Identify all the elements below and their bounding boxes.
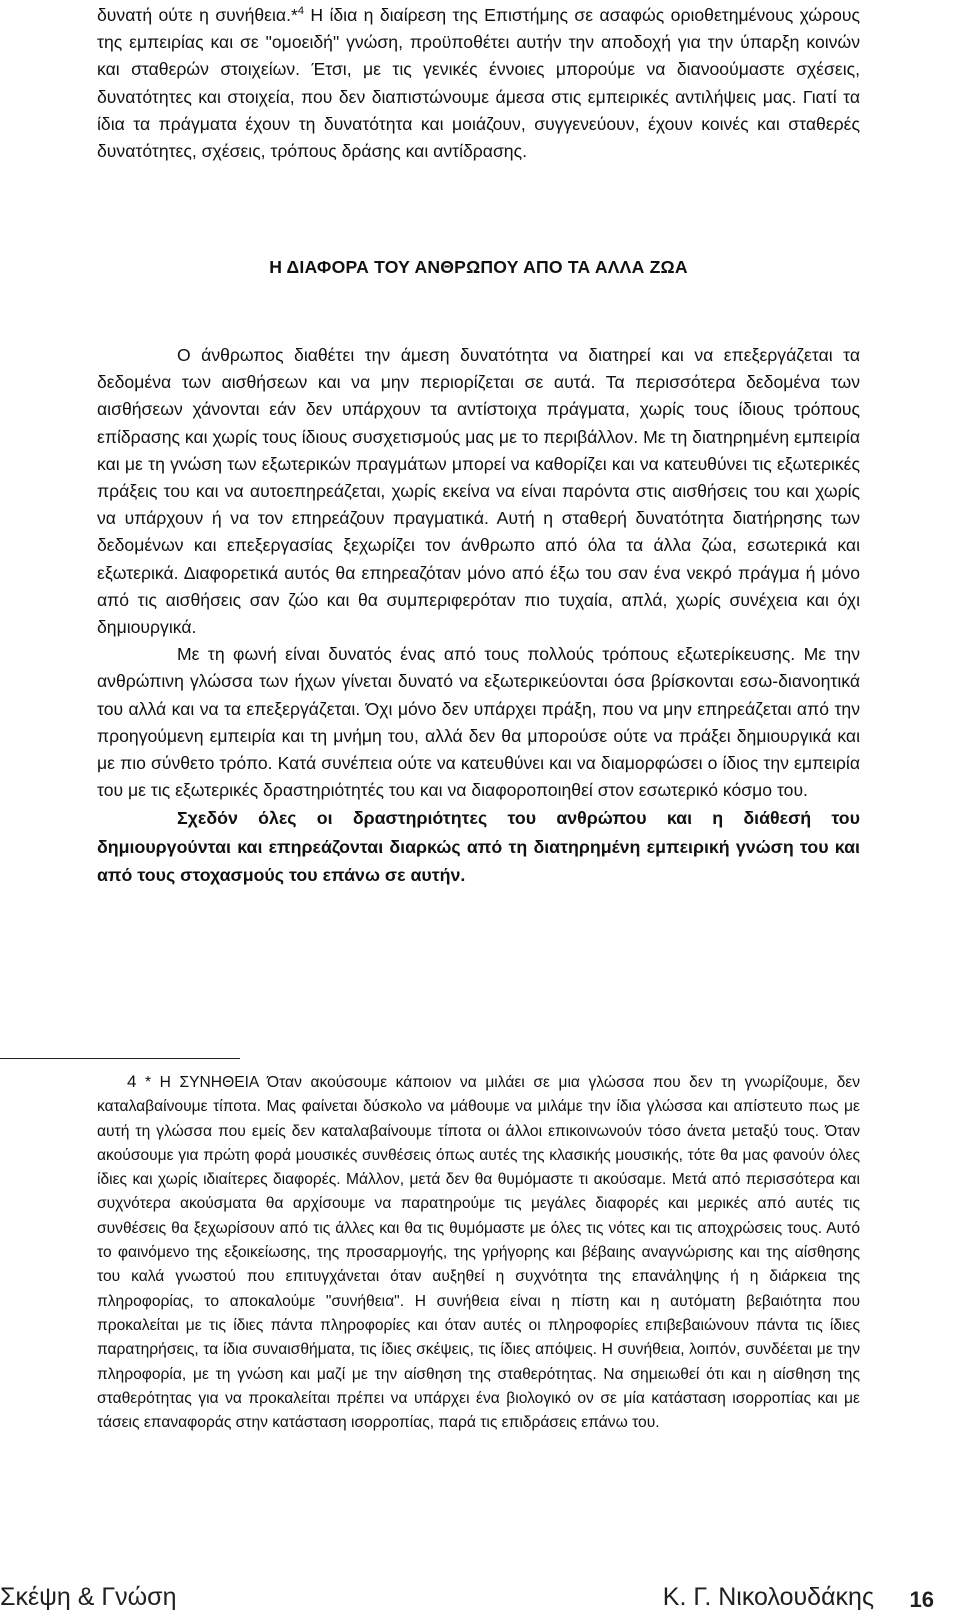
footnote [97, 1070, 860, 1435]
footnote-text: * Η ΣΥΝΗΘΕΙΑ Όταν ακούσουμε κάποιον να μιλάει σε μια γλώσσα που δεν τη γνωρίζουμε, δεν καταλαβαίνουμε τίποτα. Μας φαίνεται δύσκολο να μάθουμε να μιλάμε την ίδια γλώσσα και απίστευτο πως με αυτή τη γλώσσα που εμείς δεν καταλαβαίνουμε τίποτα οι άλλοι επικοινωνούν τόσο άνετα μεταξύ τους. Όταν ακούσουμε για πρώτη φορά μουσικές συνθέσεις όπως αυτές της κλασικής μουσικής, τότε θα μας φανούν όλες ίδιες και χωρίς ιδιαίτερες διαφορές. Μάλλον, μετά δεν θα θυμόμαστε τι ακούσαμε. Μετά από περισσότερα και συχνότερα ακούσματα θα αρχίσουμε να παρατηρούμε τις μεγάλες διαφορές και μερικές από αυτές τις συνθέσεις θα ξεχωρίσουν από τις άλλες και θα τις θυμόμαστε με όλες τις νότες και τις αποχρώσεις τους. Αυτό το φαινόμενο της εξοικείωσης, της προσαρμογής, της γρήγορης και βέβαιης αναγνώρισης και της αίσθησης του καλά γνωστού που επιτυγχάνεται όταν αυξηθεί η συχνότητα της επανάληψης ή η διάρκεια της πληροφορίας, το αποκαλούμε "συνήθεια". Η συνήθεια είναι η πίστη και η αυτόματη βεβαιότητα που προκαλείται με τις ίδιες πάντα πληροφορίες και όταν αυτές οι πληροφορίες επιβεβαιώνουν πάντα τις ίδιες παρατηρήσεις, τα ίδια συναισθήματα, τις ίδιες σκέψεις, τις ίδιες απόψεις. Η συνήθεια, λοιπόν, συνδέεται με την πληροφορία, με τη γνώση και μαζί με την αίσθηση της σταθερότητας. Να σημειωθεί ότι και η αίσθηση της σταθερότητας για να προκαλείται πρέπει να υπάρχει ένα βιολογικό ον σε μία κατάσταση ισορροπίας και με τάσεις επαναφοράς στην κατάσταση ισορροπίας, παρά τις επιδράσεις επάνω του. [97, 1074, 860, 1432]
footnote-number: 4 [127, 1072, 137, 1091]
section-body [97, 342, 860, 889]
footnote-divider [0, 1058, 240, 1059]
page-number: 16 [909, 1587, 934, 1612]
footer-author: Κ. Γ. Νικολουδάκης [662, 1583, 874, 1611]
body-paragraph: Ο άνθρωπος διαθέτει την άμεση δυνατότητα να διατηρεί και να επεξεργάζεται τα δεδομένα των αισθήσεων και να μην περιορίζεται σε αυτά. Τα περισσότερα δεδομένα των αισθήσεων χάνονται εάν δεν υπάρχουν τα αντίστοιχα πράγματα, χωρίς τους ίδιους τρόπους επίδρασης και χωρίς τους ίδιους συσχετισμούς μας με το περιβάλλον. Με τη διατηρημένη εμπειρία και με τη γνώση των εξωτερικών πραγμάτων μπορεί να καθορίζει και να κατευθύνει τις εξωτερικές πράξεις του και να αυτοεπηρεάζεται, χωρίς εκείνα να είναι παρόντα στις αισθήσεις του και χωρίς να υπάρχουν ή να τον επηρεάζουν πραγματικά. Αυτή η σταθερή δυνατότητα διατήρησης των δεδομένων και επεξεργασίας ξεχωρίζει τον άνθρωπο από όλα τα άλλα ζώα, εσωτερικά και εξωτερικά. Διαφορετικά αυτός θα επηρεαζόταν μόνο από έξω του σαν ένα νεκρό πράγμα ή μόνο από τις αισθήσεις σαν ζώο και θα συμπεριφερόταν πιο τυχαία, απλά, χωρίς συνέχεια και όχι δημιουργικά. [97, 345, 860, 638]
body-paragraph: Με τη φωνή είναι δυνατός ένας από τους πολλούς τρόπους εξωτερίκευσης. Με την ανθρώπινη γλώσσα των ήχων γίνεται δυνατό να εξωτερικεύονται όσα βρίσκονται εσω-διανοητικά του αλλά και να τα επεξεργάζεται. Όχι μόνο δεν υπάρχει πράξη, που να μην επηρεάζεται από την προηγούμενη εμπειρία και τη μνήμη του, αλλά δεν θα μπορούσε ούτε να πράξει δημιουργικά και με πιο σύνθετο τρόπο. Κατά συνέπεια ούτε να κατευθύνει και να διαμορφώσει ο ίδιος την εμπειρία του με τις εξωτερικές δραστηριότητές του και να διαφοροποιηθεί στον εσωτερικό κόσμο του. [97, 644, 860, 801]
footer-book-title: Σκέψη & Γνώση [0, 1583, 177, 1611]
bold-paragraph: Σχεδόν όλες οι δραστηριότητες του ανθρώπου και η διάθεσή του δημιουργούνται και επηρεάζονται διαρκώς από τη διατηρημένη εμπειρική γνώση του και από τους στοχασμούς του επάνω σε αυτήν. [97, 808, 860, 886]
section-heading: Η ΔΙΑΦΟΡΑ ΤΟΥ ΑΝΘΡΩΠΟΥ ΑΠΟ ΤΑ ΑΛΛΑ ΖΩΑ [269, 257, 688, 277]
footnote-reference[interactable]: 4 [297, 5, 304, 18]
page-footer [0, 1583, 934, 1617]
continuation-text-rest: Η ίδια η διαίρεση της Επιστήμης σε ασαφώς οριοθετημένους χώρους της εμπειρίας και σε "ομοειδή" γνώση, προϋποθέτει αυτήν την αποδοχή για την ύπαρξη κοινών και σταθερών στοιχείων. Έτσι, με τις γενικές έννοιες μπορούμε να διανοούμαστε σχέσεις, δυνατότητες και στοιχεία, που δεν διαπιστώνουμε άμεσα στις εμπειρικές αντιλήψεις μας. Γιατί τα ίδια τα πράγματα έχουν τη δυνατότητα και μοιάζουν, συγγενεύουν, έχουν κοινές και σταθερές δυνατότητες, σχέσεις, τρόπους δράσης και αντίδρασης. [97, 5, 860, 162]
continuation-paragraph [97, 2, 860, 165]
continuation-text-start: δυνατή ούτε η συνήθεια.* [97, 5, 298, 25]
